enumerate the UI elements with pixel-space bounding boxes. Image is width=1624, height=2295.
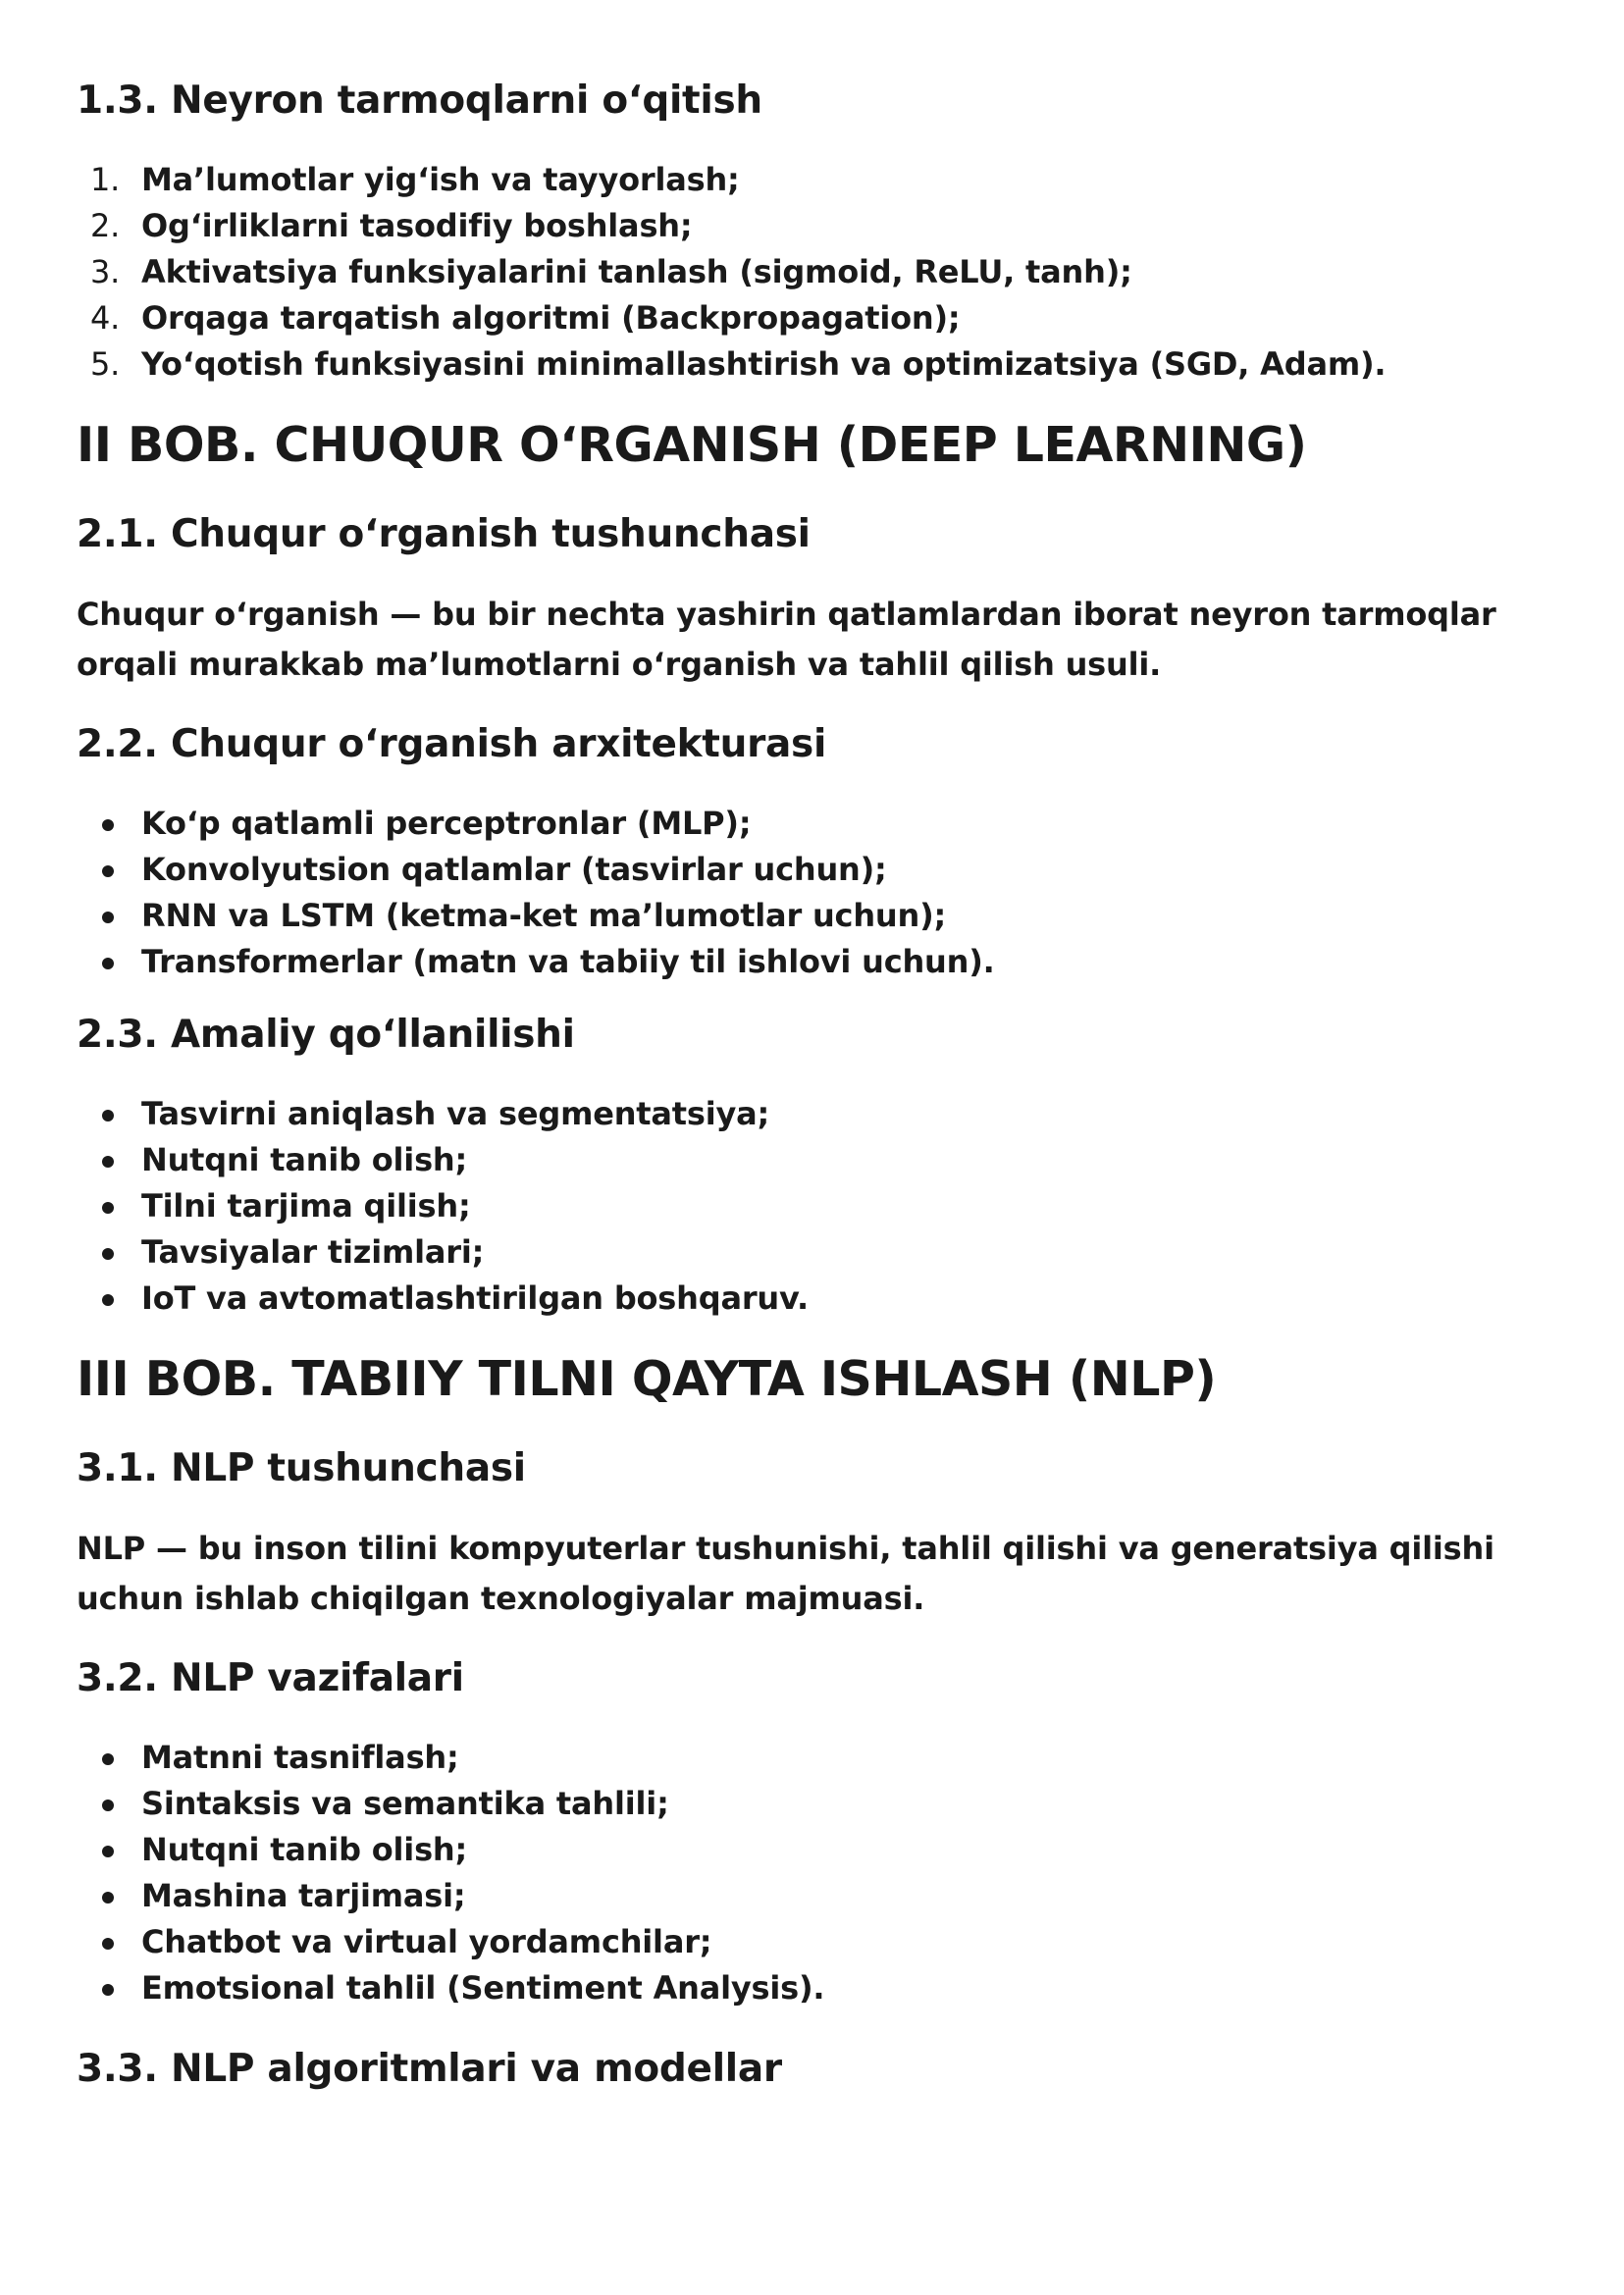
section-2-2-heading: 2.2. Chuqur o‘rganish arxitekturasi	[77, 722, 827, 766]
list-number: 4.	[90, 299, 121, 337]
list-item	[77, 341, 1548, 388]
list-number: 1.	[90, 161, 121, 198]
applications-list	[77, 1091, 1548, 1322]
list-item	[77, 249, 1548, 295]
document-page	[77, 77, 1548, 2094]
list-item: Tilni tarjima qilish;	[77, 1183, 1548, 1229]
list-item	[77, 157, 1548, 203]
list-item: Mashina tarjimasi;	[77, 1873, 1548, 1919]
list-item: Tasvirni aniqlash va segmentatsiya;	[77, 1091, 1548, 1137]
list-item: Sintaksis va semantika tahlili;	[77, 1781, 1548, 1827]
section-2-3-heading: 2.3. Amaliy qo‘llanilishi	[77, 1013, 575, 1057]
list-item	[77, 203, 1548, 249]
list-item-text: Orqaga tarqatish algoritmi (Backpropagation);	[141, 299, 961, 337]
list-item-text: Aktivatsiya funksiyalarini tanlash (sigmoid, ReLU, tanh);	[141, 253, 1132, 290]
list-item: Ko‘p qatlamli perceptronlar (MLP);	[77, 801, 1548, 847]
nlp-tasks-list	[77, 1735, 1548, 2011]
list-item-text: Og‘irliklarni tasodifiy boshlash;	[141, 207, 693, 244]
list-item: Nutqni tanib olish;	[77, 1137, 1548, 1183]
list-item: Matnni tasniflash;	[77, 1735, 1548, 1781]
list-item: Chatbot va virtual yordamchilar;	[77, 1919, 1548, 1965]
chapter-2-heading: II BOB. CHUQUR O‘RGANISH (DEEP LEARNING)	[77, 417, 1307, 473]
section-3-2-heading: 3.2. NLP vazifalari	[77, 1656, 464, 1700]
section-2-1-heading: 2.1. Chuqur o‘rganish tushunchasi	[77, 512, 811, 556]
section-3-1-paragraph: NLP — bu inson tilini kompyuterlar tushunishi, tahlil qilishi va generatsiya qilishi uchun ishlab chiqilgan texnologiyalar majmuasi.	[77, 1530, 1494, 1617]
list-item: RNN va LSTM (ketma-ket ma’lumotlar uchun);	[77, 893, 1548, 939]
list-item	[77, 295, 1548, 341]
architecture-list	[77, 801, 1548, 985]
chapter-3-heading: III BOB. TABIIY TILNI QAYTA ISHLASH (NLP)	[77, 1351, 1217, 1407]
section-3-3-heading: 3.3. NLP algoritmlari va modellar	[77, 2047, 782, 2091]
list-item-text: Yo‘qotish funksiyasini minimallashtirish va optimizatsiya (SGD, Adam).	[141, 345, 1387, 383]
list-item: Konvolyutsion qatlamlar (tasvirlar uchun);	[77, 847, 1548, 893]
list-number: 3.	[90, 253, 121, 290]
list-item: Nutqni tanib olish;	[77, 1827, 1548, 1873]
list-item: Tavsiyalar tizimlari;	[77, 1229, 1548, 1276]
list-number: 2.	[90, 207, 121, 244]
list-item-text: Ma’lumotlar yig‘ish va tayyorlash;	[141, 161, 740, 198]
list-item: Transformerlar (matn va tabiiy til ishlovi uchun).	[77, 939, 1548, 985]
list-item: IoT va avtomatlashtirilgan boshqaruv.	[77, 1276, 1548, 1322]
training-steps-list	[77, 157, 1548, 388]
list-item: Emotsional tahlil (Sentiment Analysis).	[77, 1965, 1548, 2011]
list-number: 5.	[90, 345, 121, 383]
section-1-3-heading: 1.3. Neyron tarmoqlarni o‘qitish	[77, 78, 762, 123]
section-2-1-paragraph: Chuqur o‘rganish — bu bir nechta yashirin qatlamlardan iborat neyron tarmoqlar orqali murakkab ma’lumotlarni o‘rganish va tahlil qilish usuli.	[77, 596, 1496, 683]
section-3-1-heading: 3.1. NLP tushunchasi	[77, 1446, 526, 1490]
